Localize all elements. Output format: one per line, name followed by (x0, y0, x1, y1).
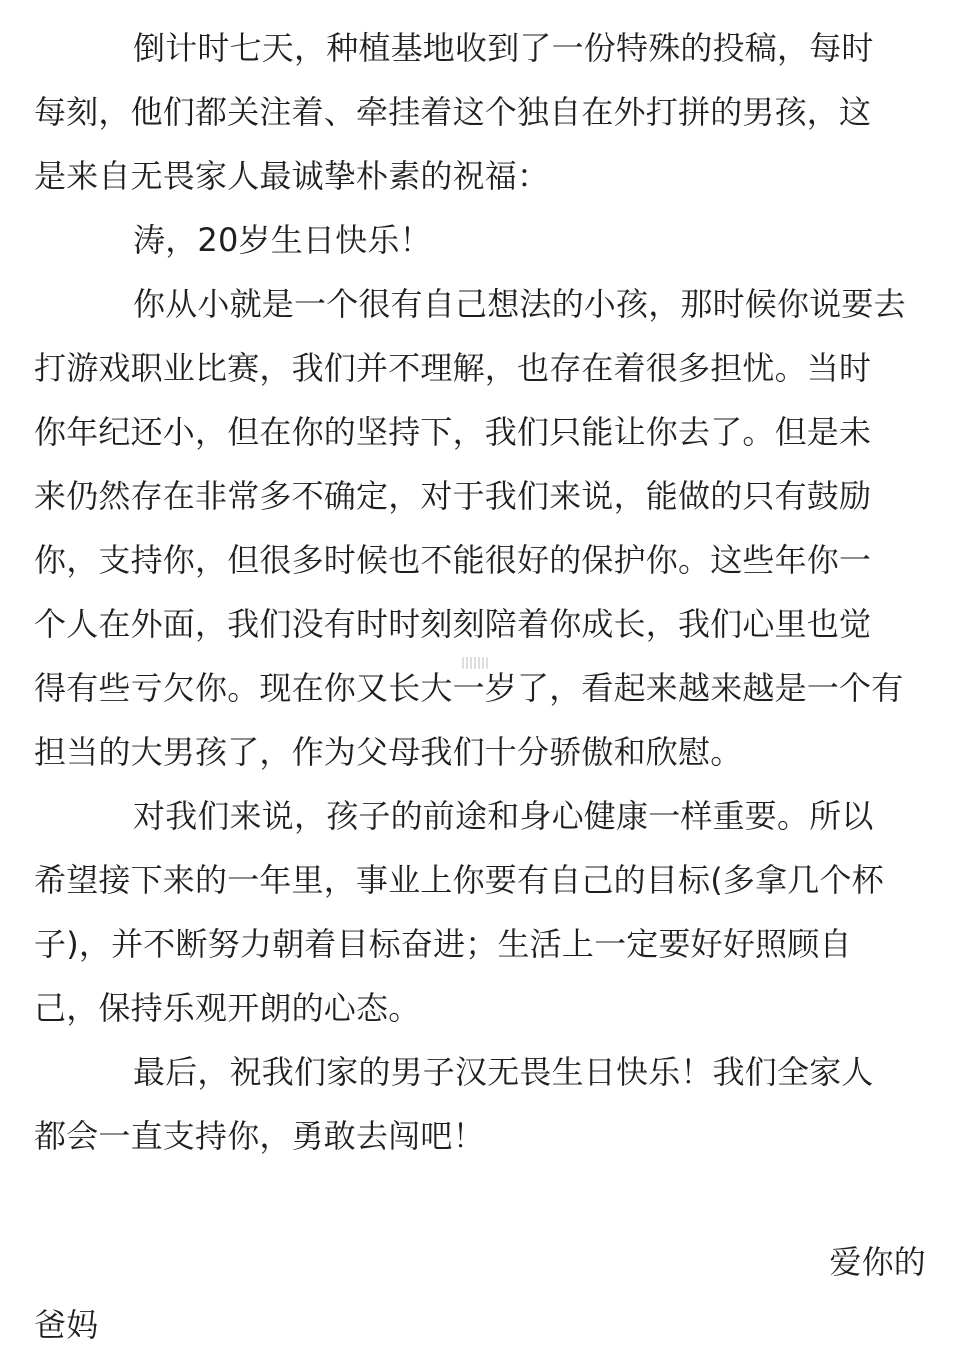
watermark-dots (462, 657, 488, 669)
letter-line-17: 最后，祝我们家的男子汉无畏生日快乐！我们全家人 (133, 1053, 874, 1091)
letter-line-18: 都会一直支持你，勇敢去闯吧！ (34, 1117, 485, 1155)
letter-line-14: 希望接下来的一年里，事业上你要有自己的目标(多拿几个杯 (34, 861, 884, 899)
letter-line-1: 倒计时七天，种植基地收到了一份特殊的投稿，每时 (133, 29, 874, 67)
letter-line-3: 是来自无畏家人最诚挚朴素的祝福： (34, 157, 550, 195)
letter-line-5: 你从小就是一个很有自己想法的小孩，那时候你说要去 (133, 285, 906, 323)
letter-line-12: 担当的大男孩了，作为父母我们十分骄傲和欣慰。 (34, 733, 743, 771)
letter-line-16: 己，保持乐观开朗的心态。 (34, 989, 421, 1027)
letter-line-10: 个人在外面，我们没有时时刻刻陪着你成长，我们心里也觉 (34, 605, 872, 643)
letter-line-9: 你，支持你，但很多时候也不能很好的保护你。这些年你一 (34, 541, 872, 579)
letter-line-11: 得有些亏欠你。现在你又长大一岁了，看起来越来越是一个有 (34, 669, 904, 707)
letter-line-13: 对我们来说，孩子的前途和身心健康一样重要。所以 (133, 797, 874, 835)
letter-line-7: 你年纪还小，但在你的坚持下，我们只能让你去了。但是未 (34, 413, 872, 451)
letter-line-15: 子)，并不断努力朝着目标奋进；生活上一定要好好照顾自 (34, 925, 852, 963)
letter-line-2: 每刻，他们都关注着、牵挂着这个独自在外打拼的男孩，这 (34, 93, 872, 131)
letter-line-4: 涛，20岁生日快乐！ (133, 221, 432, 259)
signature-parents: 爸妈 (34, 1306, 99, 1344)
letter-line-6: 打游戏职业比赛，我们并不理解，也存在着很多担忧。当时 (34, 349, 872, 387)
signature-love: 爱你的 (829, 1243, 926, 1281)
letter-line-8: 来仍然存在非常多不确定，对于我们来说，能做的只有鼓励 (34, 477, 872, 515)
